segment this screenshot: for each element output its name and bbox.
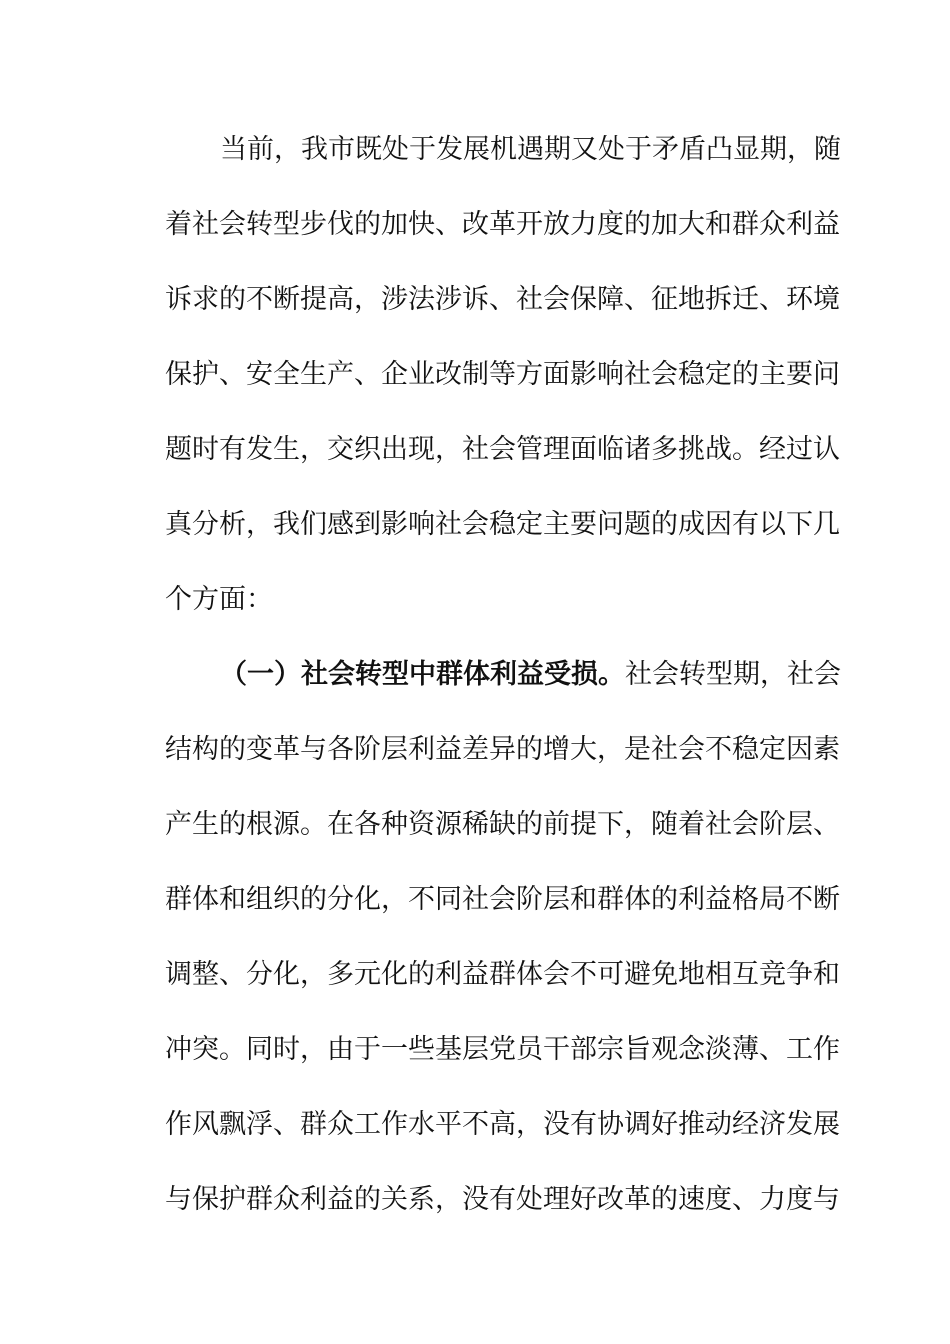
paragraph-1-line-5: 题 时 有 发 生 ， 交 织 出 现 ， 社 会 管 理 面 临 诸 多 挑 战 。 经 过 认 bbox=[165, 434, 840, 465]
paragraph-2-line-4: 群 体 和 组 织 的 分 化 ， 不 同 社 会 阶 层 和 群 体 的 利 益 格 局 不 断 bbox=[165, 884, 840, 915]
paragraph-1-line-1: 当 前 ， 我 市 既 处 于 发 展 机 遇 期 又 处 于 矛 盾 凸 显 期 ， 随 bbox=[220, 134, 841, 165]
paragraph-2-line-3: 产 生 的 根 源 。 在 各 种 资 源 稀 缺 的 前 提 下 ， 随 着 社 会 阶 层 、 bbox=[165, 809, 840, 840]
paragraph-1-line-2: 着 社 会 转 型 步 伐 的 加 快 、 改 革 开 放 力 度 的 加 大 和 群 众 利 益 bbox=[165, 209, 840, 240]
paragraph-1-line-4: 保 护 、 安 全 生 产 、 企 业 改 制 等 方 面 影 响 社 会 稳 定 的 主 要 问 bbox=[165, 359, 840, 390]
paragraph-2-line-7: 作 风 飘 浮 、 群 众 工 作 水 平 不 高 ， 没 有 协 调 好 推 动 经 济 发 展 bbox=[165, 1109, 840, 1140]
paragraph-1-line-7: 个方面： bbox=[165, 584, 273, 615]
paragraph-1-line-3: 诉 求 的 不 断 提 高 ， 涉 法 涉 诉 、 社 会 保 障 、 征 地 拆 迁 、 环 境 bbox=[165, 284, 840, 315]
paragraph-2-line-8: 与 保 护 群 众 利 益 的 关 系 ， 没 有 处 理 好 改 革 的 速 度 、 力 度 与 bbox=[165, 1184, 840, 1215]
paragraph-2-line-6: 冲 突 。 同 时 ， 由 于 一 些 基 层 党 员 干 部 宗 旨 观 念 淡 薄 、 工 作 bbox=[165, 1034, 840, 1065]
paragraph-2-line-5: 调 整 、 分 化 ， 多 元 化 的 利 益 群 体 会 不 可 避 免 地 相 互 竞 争 和 bbox=[165, 959, 840, 990]
paragraph-2-line-2: 结 构 的 变 革 与 各 阶 层 利 益 差 异 的 增 大 ， 是 社 会 不 稳 定 因 素 bbox=[165, 734, 840, 765]
paragraph-2-line-1: （ 一 ） 社 会 转 型 中 群 体 利 益 受 损 。 社 会 转 型 期 ， 社 会 bbox=[220, 659, 841, 690]
paragraph-1-line-6: 真 分 析 ， 我 们 感 到 影 响 社 会 稳 定 主 要 问 题 的 成 因 有 以 下 几 bbox=[165, 509, 840, 540]
